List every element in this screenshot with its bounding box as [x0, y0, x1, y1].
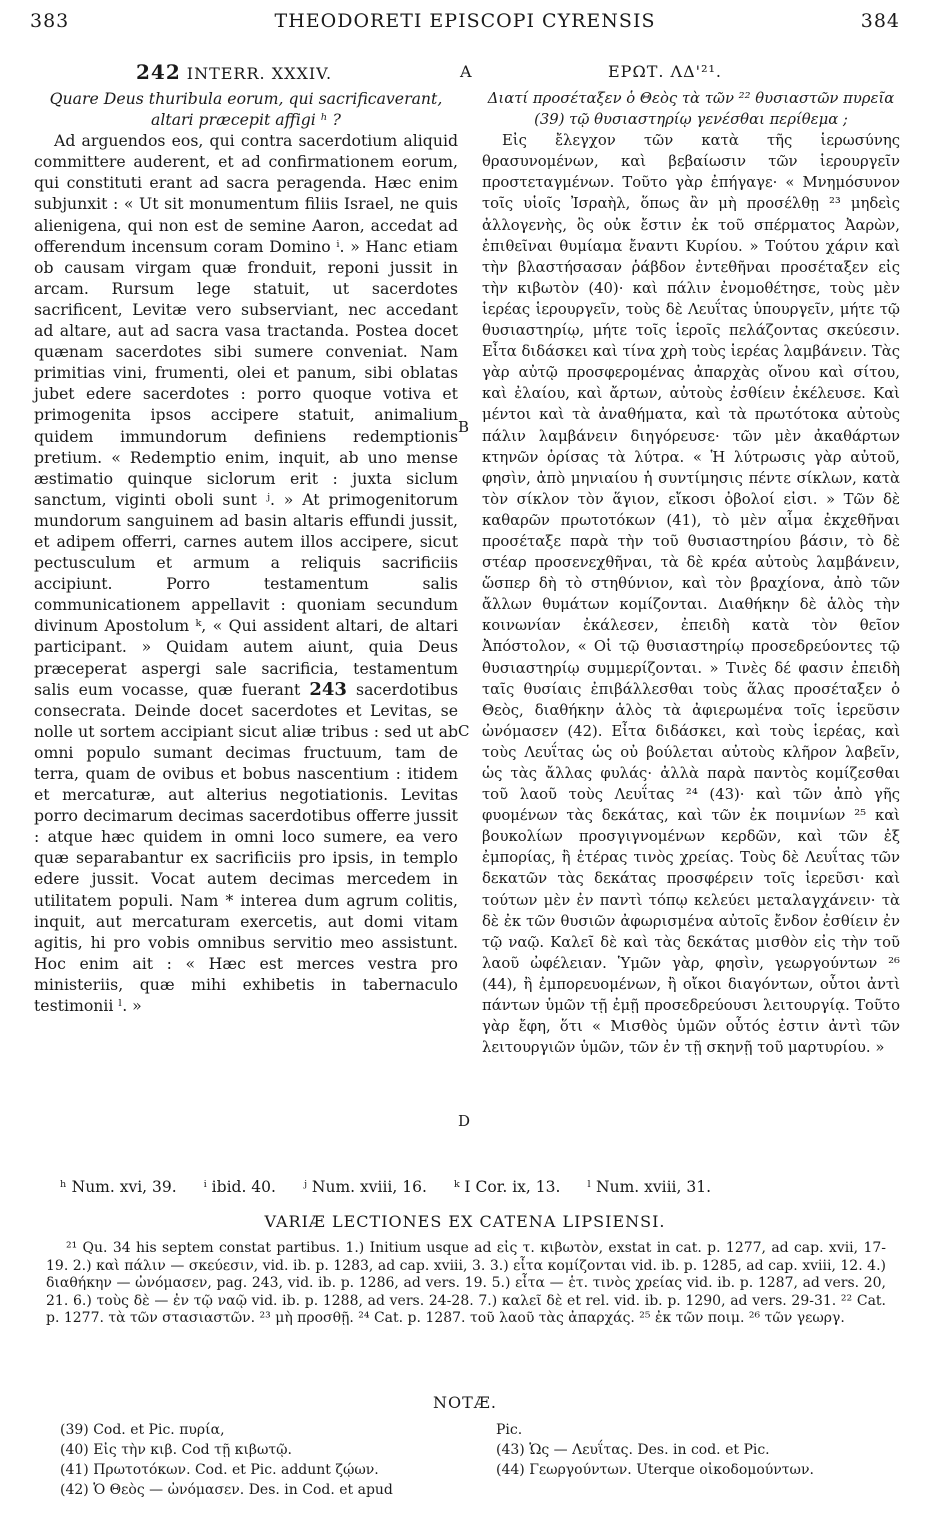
variants-title: VARIÆ LECTIONES EX CATENA LIPSIENSI. [264, 1212, 666, 1231]
greek-column [482, 88, 900, 1058]
footnote-j: ʲ Num. xviii, 16. [302, 1178, 427, 1196]
section-marker-c: C [458, 722, 470, 740]
latin-question-label: INTERR. XXXIV. [186, 64, 333, 83]
note-42: (42) Ὁ Θεὸς — ὠνόμασεν. Des. in Cod. et apud [60, 1482, 393, 1498]
note-42-continued: Pic. [496, 1422, 523, 1438]
section-marker-b: B [458, 418, 470, 436]
running-title: THEODORETI EPISCOPI CYRENSIS [274, 10, 656, 32]
latin-body-part-1: Ad arguendos eos, qui contra sacerdotium aliquid committere auderent, et ad confirmationem eorum, qui constituti erant ad sacra peragenda. Hæc enim subjunxit : « Ut sit monumentum filiis Israel, ne quis alienigena, qui non est de semine Aaron, accedat ad offerendum incensum coram Domino ⁱ. » Hanc etiam ob causam virgam quæ fronduit, reponi jussit in arcam. Rursum lege statuit, ut sacerdotes sacrificent, Levitæ vero subserviant, nec accedant ad altare, aut ad sacra vasa tractanda. Postea docet quænam sacerdotes sibi sumere conveniat. Nam primitias vini, frumenti, olei et panum, sibi oblatas jubet edere sacerdotes : porro quoque votiva et primogenita ipsos accipere statuit, animalium quidem immundorum definiens redemptionis pretium. « Redemptio enim, inquit, ab uno mense æstimatio quinque siclorum erit : juxta siclum sanctum, viginti oboli sunt ʲ. » At primogenitorum mundorum sanguinem ad basin altaris effundi jussit, et adipem offerri, carnes autem illos accipere, sicut pectusculum et armum a reliquis sacrificiis accipiunt. Porro testamentum salis communicationem appellavit : quoniam secundum divinum Apostolum ᵏ, « Qui assident altari, de altari participant. » Quidam autem aiunt, quia Deus præceperat aspergi sale sacrificia, testamentum salis eum vocasse, quæ fuerant [34, 131, 458, 699]
greek-question: Διατί προσέταξεν ὁ Θεὸς τὰ τῶν ²² θυσιαστῶν πυρεῖα (39) τῷ θυσιαστηρίῳ γενέσθαι περίθεμα ; [487, 90, 895, 129]
variants-text: ²¹ Qu. 34 his septem constat partibus. 1.) Initium usque ad εἰς τ. κιβωτὸν, exstat in cat. p. 1277, ad cap. xvii, 17-19. 2.) καὶ πάλιν — σκεύεσιν, vid. ib. p. 1283, ad cap. xviii, 3. 3.) εἶτα κομίζονται vid. ib. p. 1285, ad cap. xviii, 12. 4.) διαθήκην — ὠνόμασεν, pag. 243, vid. ib. p. 1286, ad vers. 19. 5.) εἶτα — ἑτ. τινὸς χρείας vid. ib. p. 1287, ad vers. 20, 21. 6.) τοὺς δὲ — ἐν τῷ ναῷ vid. ib. p. 1288, ad vers. 24-28. 7.) καλεῖ δὲ et rel. vid. ib. p. 1290, ad vers. 29-31. ²² Cat. p. 1277. τὰ τῶν στασιαστῶν. ²³ μὴ προσθῇ. ²⁴ Cat. p. 1287. τοῦ λαοῦ τὰς ἀπαρχάς. ²⁵ ἐκ τῶν ποιμ. ²⁶ τῶν γεωργ. [46, 1240, 886, 1326]
footnote-k: ᵏ I Cor. ix, 13. [453, 1178, 561, 1196]
footnote-i: ⁱ ibid. 40. [203, 1178, 276, 1196]
migne-column-number-inline: 243 [309, 678, 347, 700]
migne-column-number: 242 [136, 60, 181, 84]
variants-section [46, 1240, 886, 1328]
page-number-left: 383 [30, 10, 70, 32]
latin-question: Quare Deus thuribula eorum, qui sacrificaverant, altari præcepit affigi ʰ ? [49, 89, 443, 130]
footnote-l: ˡ Num. xviii, 31. [587, 1178, 712, 1196]
page-number-right: 384 [860, 10, 900, 32]
latin-heading [136, 60, 332, 84]
notes-right-column [496, 1420, 896, 1480]
running-head [30, 6, 900, 36]
greek-question-label: ΕΡΩΤ. ΛΔ'²¹. [608, 62, 722, 81]
section-marker-a: A [460, 62, 472, 81]
notes-title: NOTÆ. [433, 1393, 497, 1412]
note-43: (43) Ὡς — Λευΐτας. Des. in cod. et Pic. [496, 1442, 770, 1458]
footnotes [60, 1178, 880, 1196]
latin-body-part-2: sacerdotibus consecrata. Deinde docet sacerdotes et Levitas, se nolle ut sortem accipiant sicut aliæ tribus : sed ut ab omni populo sumant decimas fructuum, tam de terra, quam de ovibus et bobus nascentium : itidem et mercaturæ, aut alterius negotiationis. Levitas porro decimarum decimas sacerdotibus offerre jussit : atque hæc quidem in omni loco sumere, ea vero quæ separabantur ex sacrificiis pro ipsis, in templo edere jussit. Vocat autem decimas mercedem in utilitatem populi. Nam * interea dum agrum colitis, inquit, aut mercaturam exercetis, aut domi vitam agitis, hi pro vobis omnibus servitio meo assistunt. Hoc enim ait : « Hæc est merces vestra pro ministeriis, quæ mihi exhibetis in tabernaculo testimonii ˡ. » [34, 679, 458, 1016]
note-40: (40) Εἰς τὴν κιβ. Cod τῇ κιβωτῷ. [60, 1442, 293, 1458]
note-39: (39) Cod. et Pic. πυρία, [60, 1422, 225, 1438]
greek-body: Εἰς ἔλεγχον τῶν κατὰ τῆς ἱερωσύνης θρασυνομένων, καὶ βεβαίωσιν τῶν ἱερουργεῖν προστεταγμένων. Τοῦτο γὰρ ἐπήγαγε· « Μνημόσυνον τοῖς υἱοῖς Ἰσραὴλ, ὅπως ἂν μὴ προσέλθῃ ²³ μηδεὶς ἀλλογενὴς, ὃς οὐκ ἔστιν ἐκ τοῦ σπέρματος Ἀαρὼν, ἐπιθεῖναι θυμίαμα ἔναντι Κυρίου. » Τούτου χάριν καὶ τὴν βλαστήσασαν ῥάβδον ἐντεθῆναι προσέταξεν εἰς τὴν κιβωτὸν (40)· καὶ πάλιν ἐνομοθέτησε, τοὺς μὲν ἱερέας ἱερουργεῖν, τοὺς δὲ Λευΐτας ὑπουργεῖν, μήτε τῷ θυσιαστηρίῳ, μήτε τοῖς ἱεροῖς πελάζοντας σκεύεσιν. Εἶτα διδάσκει καὶ τίνα χρὴ τοὺς ἱερέας λαμβάνειν. Τὰς γὰρ αὐτῷ προσφερομένας ἀπαρχὰς οἴνου καὶ σίτου, καὶ ἐλαίου, καὶ ἄρτων, αὐτοὺς ἐσθίειν ἐκέλευσε. Καὶ μέντοι καὶ τὰ ἀναθήματα, καὶ τὰ πρωτότοκα αὐτοὺς πάλιν λαμβάνειν διηγόρευσε· τῶν μὲν ἀκαθάρτων κτηνῶν ὁρίσας τὰ λύτρα. « Ἡ λύτρωσις γὰρ αὐτοῦ, φησὶν, ἀπὸ μηνιαίου ἡ συντίμησις πέντε σίκλων, κατὰ τὸν σίκλον τὸν ἅγιον, εἴκοσι ὀβολοί εἰσι. » Τῶν δὲ καθαρῶν πρωτοτόκων (41), τὸ μὲν αἷμα ἐκχεθῆναι προσέταξε παρὰ τὴν τοῦ θυσιαστηρίου βάσιν, τὸ δὲ στέαρ προσενεχθῆναι, τὰ δὲ κρέα αὐτοὺς λαμβάνειν, ὥσπερ δὴ τὸ στηθύνιον, καὶ τὸν βραχίονα, ἀπὸ τῶν ἄλλων θυμάτων κομίζονται. Διαθήκην δὲ ἁλὸς τὴν κοινωνίαν ἐκάλεσεν, ἐπειδὴ κατὰ τὸν θεῖον Ἀπόστολον, « Οἱ τῷ θυσιαστηρίῳ προσεδρεύοντες τῷ θυσιαστηρίῳ συμμερίζονται. » Τινὲς δέ φασιν ἐπειδὴ ταῖς θυσίαις ἐπιβάλλεσθαι τοὺς ἅλας προσέταξεν ὁ Θεὸς, διαθήκην ἁλὸς τὰ ἀφιερωμένα τοῖς ἱερεῦσιν ὠνόμασεν (42). Εἶτα διδάσκει, καὶ τοὺς ἱερέας, καὶ τοὺς Λευΐτας ὡς οὐ βούλεται αὐτοὺς κλῆρον λαβεῖν, ὡς τὰς ἄλλας φυλάς· ἀλλὰ παρὰ παντὸς κομίζεσθαι τοῦ λαοῦ τοὺς Λευΐτας ²⁴ (43)· καὶ τῶν ἀπὸ γῆς φυομένων τὰς δεκάτας, καὶ τῶν ἐκ ποιμνίων ²⁵ καὶ βουκολίων προσγιγνομένων κερδῶν, καὶ τῶν ἐξ ἐμπορίας, ἢ ἑτέρας τινὸς χρείας. Τοὺς δὲ Λευΐτας τῶν δεκατῶν τὰς δεκάτας προσφέρειν τοῖς ἱερεῦσι· καὶ τούτων μὲν ἐν παντὶ τόπῳ κελεύει μεταλαγχάνειν· τὰ δὲ ἐκ τῶν θυσιῶν ἀφωρισμένα αὐτοῖς ἔνδον ἐσθίειν ἐν τῷ ναῷ. Καλεῖ δὲ καὶ τὰς δεκάτας μισθὸν εἰς τὴν τοῦ λαοῦ ὠφέλειαν. Ὑμῶν γὰρ, φησὶν, γεωργούντων ²⁶ (44), ἢ ἐμπορευομένων, ἢ οἴκοι διαγόντων, οὗτοι ἀντὶ πάντων ὑμῶν τῇ ἐμῇ προσεδρεύουσι λειτουργίᾳ. Τοῦτο γὰρ ἔφη, ὅτι « Μισθὸς ὑμῶν οὗτός ἐστιν ἀντὶ τῶν λειτουργιῶν ὑμῶν, τῶν ἐν τῇ σκηνῇ τοῦ μαρτυρίου. » [482, 132, 900, 1057]
column-headings [30, 60, 900, 86]
section-marker-d: D [458, 1112, 471, 1130]
latin-body [34, 130, 458, 1016]
latin-column [34, 88, 458, 1016]
note-44: (44) Γεωργούντων. Uterque οἰκοδομούντων. [496, 1462, 814, 1478]
footnote-h: ʰ Num. xvi, 39. [60, 1178, 177, 1196]
notes-left-column [60, 1420, 470, 1500]
note-41: (41) Πρωτοτόκων. Cod. et Pic. addunt ζῴων. [60, 1462, 379, 1478]
